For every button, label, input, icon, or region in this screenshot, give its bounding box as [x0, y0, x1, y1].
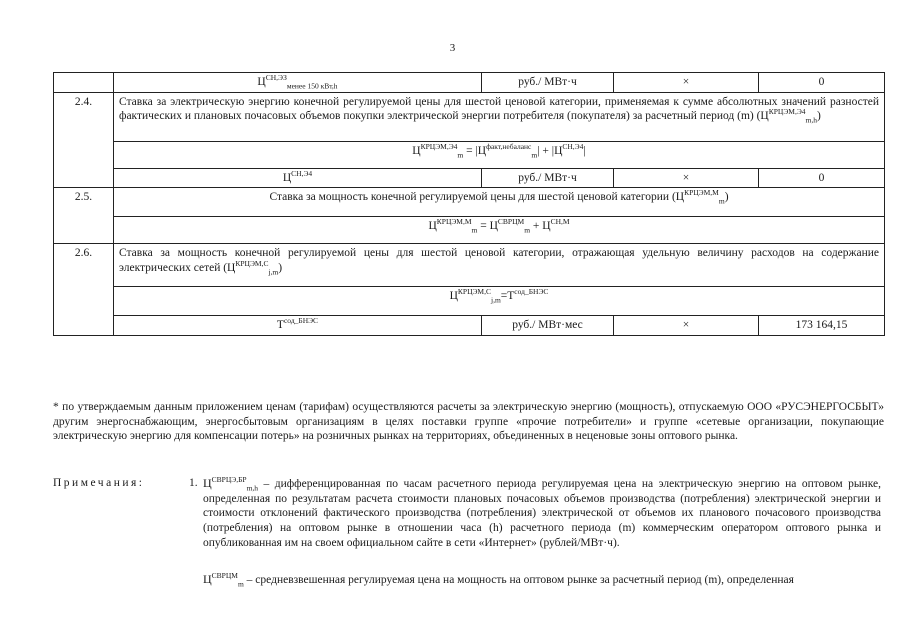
row-number: 2.6. — [54, 244, 114, 336]
note-item: $Ц^{СВРЦМ}_m$ – средневзвешенная регулируемая цена на мощность на оптовом рынке за расчетный период (m), определенная — [203, 571, 794, 589]
unit-cell: руб./ МВт·мес — [482, 316, 614, 336]
value-cell: 0 — [759, 73, 885, 93]
unit-cell: руб./ МВт·ч — [482, 168, 614, 188]
table-row — [54, 244, 885, 287]
formula-cell: $Ц^{КРЦЭМ,М}_m = Ц^{СВРЦМ}_m + Ц^{СН,М}$ — [114, 217, 885, 244]
table-row — [54, 92, 885, 141]
row-number-cell — [54, 73, 114, 93]
parameter-name-cell: $Т^{сод\_БНЭС}$ — [114, 316, 482, 336]
tariff-table — [53, 72, 885, 336]
parameter-name-cell: $Ц^{СН,ЭЗ}_{менее 150 кВт,h}$ — [114, 73, 482, 93]
table-row — [54, 316, 885, 336]
footnote: * по утверждаемым данным приложением ценам (тарифам) осуществляются расчеты за электрическую энергию (мощность), отпускаемую ООО «РУСЭНЕРГОСБЫТ» другим энергоснабжающим, энергосбытовым организациям в целях поставки группе «прочие потребители» и группе «сетевые организации, покупающие электрическую энергию для компенсации потерь» на розничных рынках на территориях, объединенных в неценовые зоны оптового рынка. — [53, 401, 884, 443]
note-number: 1. — [189, 477, 198, 489]
formula-cell: $Ц^{КРЦЭМ,С}_{j,m}=Т^{сод\_БНЭС}$ — [114, 287, 885, 316]
cross-cell: × — [614, 168, 759, 188]
page-number: 3 — [449, 42, 456, 54]
table-row — [54, 188, 885, 217]
value-cell: 0 — [759, 168, 885, 188]
rate-description: Ставка за мощность конечной регулируемой цены для шестой ценовой категории $(Ц^{КРЦЭМ,М}_m)$ — [114, 188, 885, 217]
value-cell: 173 164,15 — [759, 316, 885, 336]
cross-cell: × — [614, 73, 759, 93]
row-number: 2.5. — [54, 188, 114, 244]
rate-description: Ставка за электрическую энергию конечной регулируемой цены для шестой ценовой категории, применяемая к сумме абсолютных значений разностей фактических и плановых почасовых объемов покупки электрической энергии потребителя (покупателя) за расчетный период (m) $(Ц^{КРЦЭМ,Э4}_{m,h})$ — [114, 92, 885, 141]
rate-description: Ставка за мощность конечной регулируемой цены для шестой ценовой категории, отражающая удельную величину расходов на содержание электрических сетей $(Ц^{КРЦЭМ,С}_{j,m})$ — [114, 244, 885, 287]
cross-cell: × — [614, 316, 759, 336]
table-row — [54, 217, 885, 244]
table-row — [54, 168, 885, 188]
notes-label: Примечания: — [53, 477, 145, 489]
table-row — [54, 141, 885, 168]
table-row — [54, 73, 885, 93]
table-row — [54, 287, 885, 316]
unit-cell: руб./ МВт·ч — [482, 73, 614, 93]
parameter-name-cell: $Ц^{СН,Э4}$ — [114, 168, 482, 188]
note-item: $Ц^{СВРЦЭ,БР}_{m,h}$ – дифференцированная по часам расчетного периода регулируемая цена на электрическую энергию на оптовом рынке, определенная по результатам расчета стоимости плановых почасовых объемов производства (потребления) электрической энергии и стоимости отклонений фактического производства (потребления) электрической от объемов их планового почасового производства (потребления) на оптовом рынке в отношении часа (h) расчетного периода (m) коммерческим оператором оптового рынка и опубликованная им на своем официальном сайте в сети «Интернет» (рублей/МВт·ч). — [203, 475, 881, 549]
row-number: 2.4. — [54, 92, 114, 188]
formula-cell: $Ц^{КРЦЭМ,Э4}_m = |Ц^{факт,небаланс}_m| + |Ц^{СН,Э4}|$ — [114, 141, 885, 168]
